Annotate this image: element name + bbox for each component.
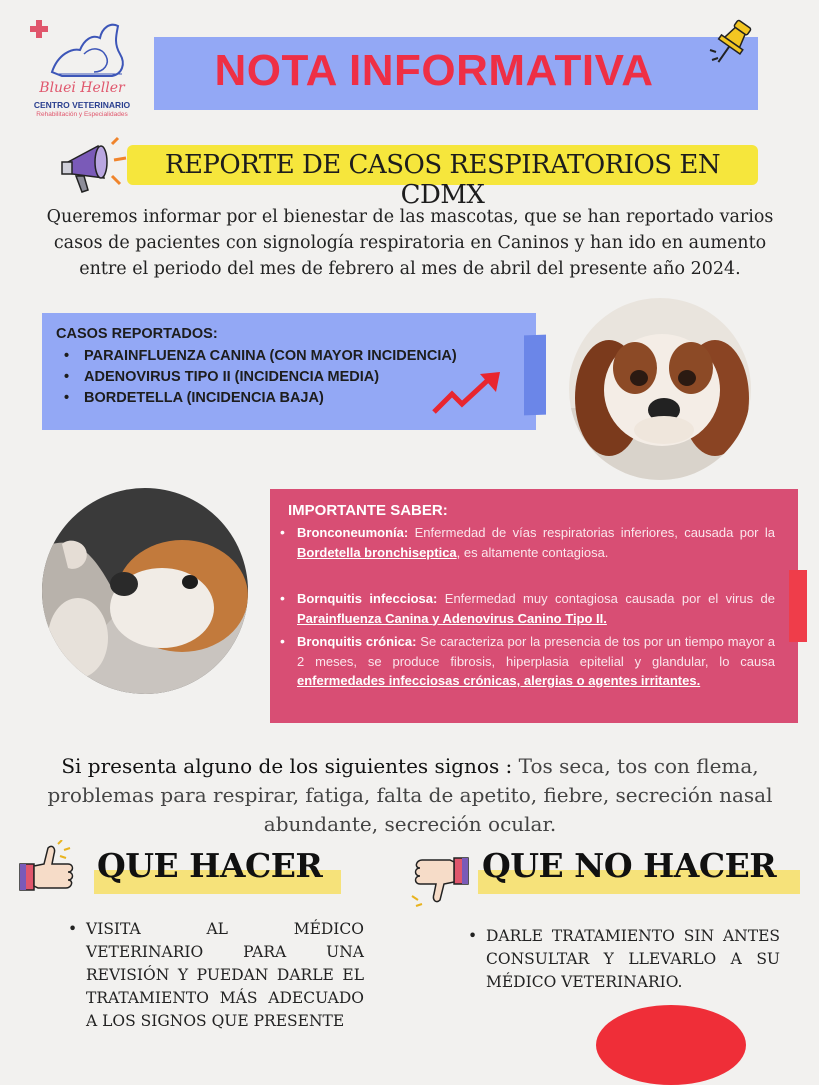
- list-item: • ADENOVIRUS TIPO II (INCIDENCIA MEDIA): [62, 367, 457, 388]
- logo-name: Bluei Heller: [39, 80, 125, 96]
- logo-line1: CENTRO VETERINARIO: [33, 100, 131, 110]
- important-item: [297, 589, 775, 628]
- tape-decoration: [524, 335, 546, 416]
- term: Bronconeumonía:: [297, 525, 409, 540]
- list-item: • VISITA AL MÉDICO VETERINARIO PARA UNA REVISIÓN Y PUEDAN DARLE EL TRATAMIENTO MÁS ADECUADO A LOS SIGNOS QUE PRESENTE: [68, 918, 364, 1033]
- bullet: •: [280, 590, 285, 606]
- bullet: •: [280, 524, 285, 540]
- tape-decoration: [789, 570, 807, 642]
- thumbs-up-icon: [14, 840, 80, 898]
- highlight: Bordetella bronchiseptica: [297, 544, 457, 560]
- dog-photo: [569, 298, 751, 480]
- important-item: [297, 523, 775, 562]
- page-title: NOTA INFORMATIVA: [214, 46, 654, 95]
- item-text: , es altamente contagiosa.: [456, 544, 609, 560]
- pushpin-icon: [706, 16, 756, 72]
- item-text: Se caracteriza por la presencia de tos por un tiempo mayor a 2 meses, se produce fibrosis, hiperplasia epitelial y glandular, lo causa: [297, 634, 775, 669]
- signs-text: Tos seca, tos con flema, problemas para respirar, fatiga, falta de apetito, fiebre, secreción nasal abundante, secreción ocular.: [47, 754, 773, 836]
- trend-up-arrow-icon: [430, 370, 504, 416]
- clinic-logo: [22, 14, 142, 124]
- thumbs-down-icon: [408, 850, 474, 912]
- bullet: •: [280, 633, 285, 649]
- dont-list: [468, 925, 780, 994]
- do-title: QUE HACER: [97, 846, 323, 885]
- item-text: Enfermedad muy contagiosa causada por el virus de: [437, 591, 775, 606]
- important-heading: IMPORTANTE SABER:: [288, 502, 448, 519]
- dog-cat-logo-icon: [22, 14, 142, 80]
- list-item: • BORDETELLA (INCIDENCIA BAJA): [62, 388, 457, 409]
- puppy-photo: [42, 488, 248, 694]
- highlight: Parainfluenza Canina y Adenovirus Canino Tipo II.: [297, 610, 607, 626]
- term: Bornquitis infecciosa:: [297, 591, 438, 606]
- dont-title: QUE NO HACER: [482, 846, 777, 885]
- megaphone-icon: [58, 132, 134, 204]
- list-item: • DARLE TRATAMIENTO SIN ANTES CONSULTAR Y LLEVARLO A SU MÉDICO VETERINARIO.: [468, 925, 780, 994]
- subtitle: REPORTE DE CASOS RESPIRATORIOS EN CDMX: [164, 150, 721, 210]
- red-circle-decoration: [596, 1005, 746, 1085]
- signs-paragraph: [30, 752, 790, 839]
- item-text: Enfermedad de vías respiratorias inferiores, causada por la: [408, 525, 775, 540]
- important-item: [297, 632, 775, 691]
- list-item: • PARAINFLUENZA CANINA (CON MAYOR INCIDENCIA): [62, 346, 457, 367]
- cases-list: [62, 346, 457, 409]
- intro-paragraph: Queremos informar por el bienestar de las mascotas, que se han reportado varios casos de pacientes con signología respiratoria en Caninos y han ido en aumento entre el periodo del mes de febrero al mes de abril del presente año 2024.: [46, 207, 774, 279]
- signs-lead: Si presenta alguno de los siguientes signos :: [61, 754, 513, 778]
- highlight: enfermedades infecciosas crónicas, alergias o agentes irritantes.: [297, 673, 701, 688]
- cases-heading: CASOS REPORTADOS:: [56, 326, 218, 342]
- logo-line2: Rehabilitación y Especialidades: [36, 111, 128, 118]
- term: Bronquitis crónica:: [297, 634, 417, 649]
- do-list: [68, 918, 364, 1033]
